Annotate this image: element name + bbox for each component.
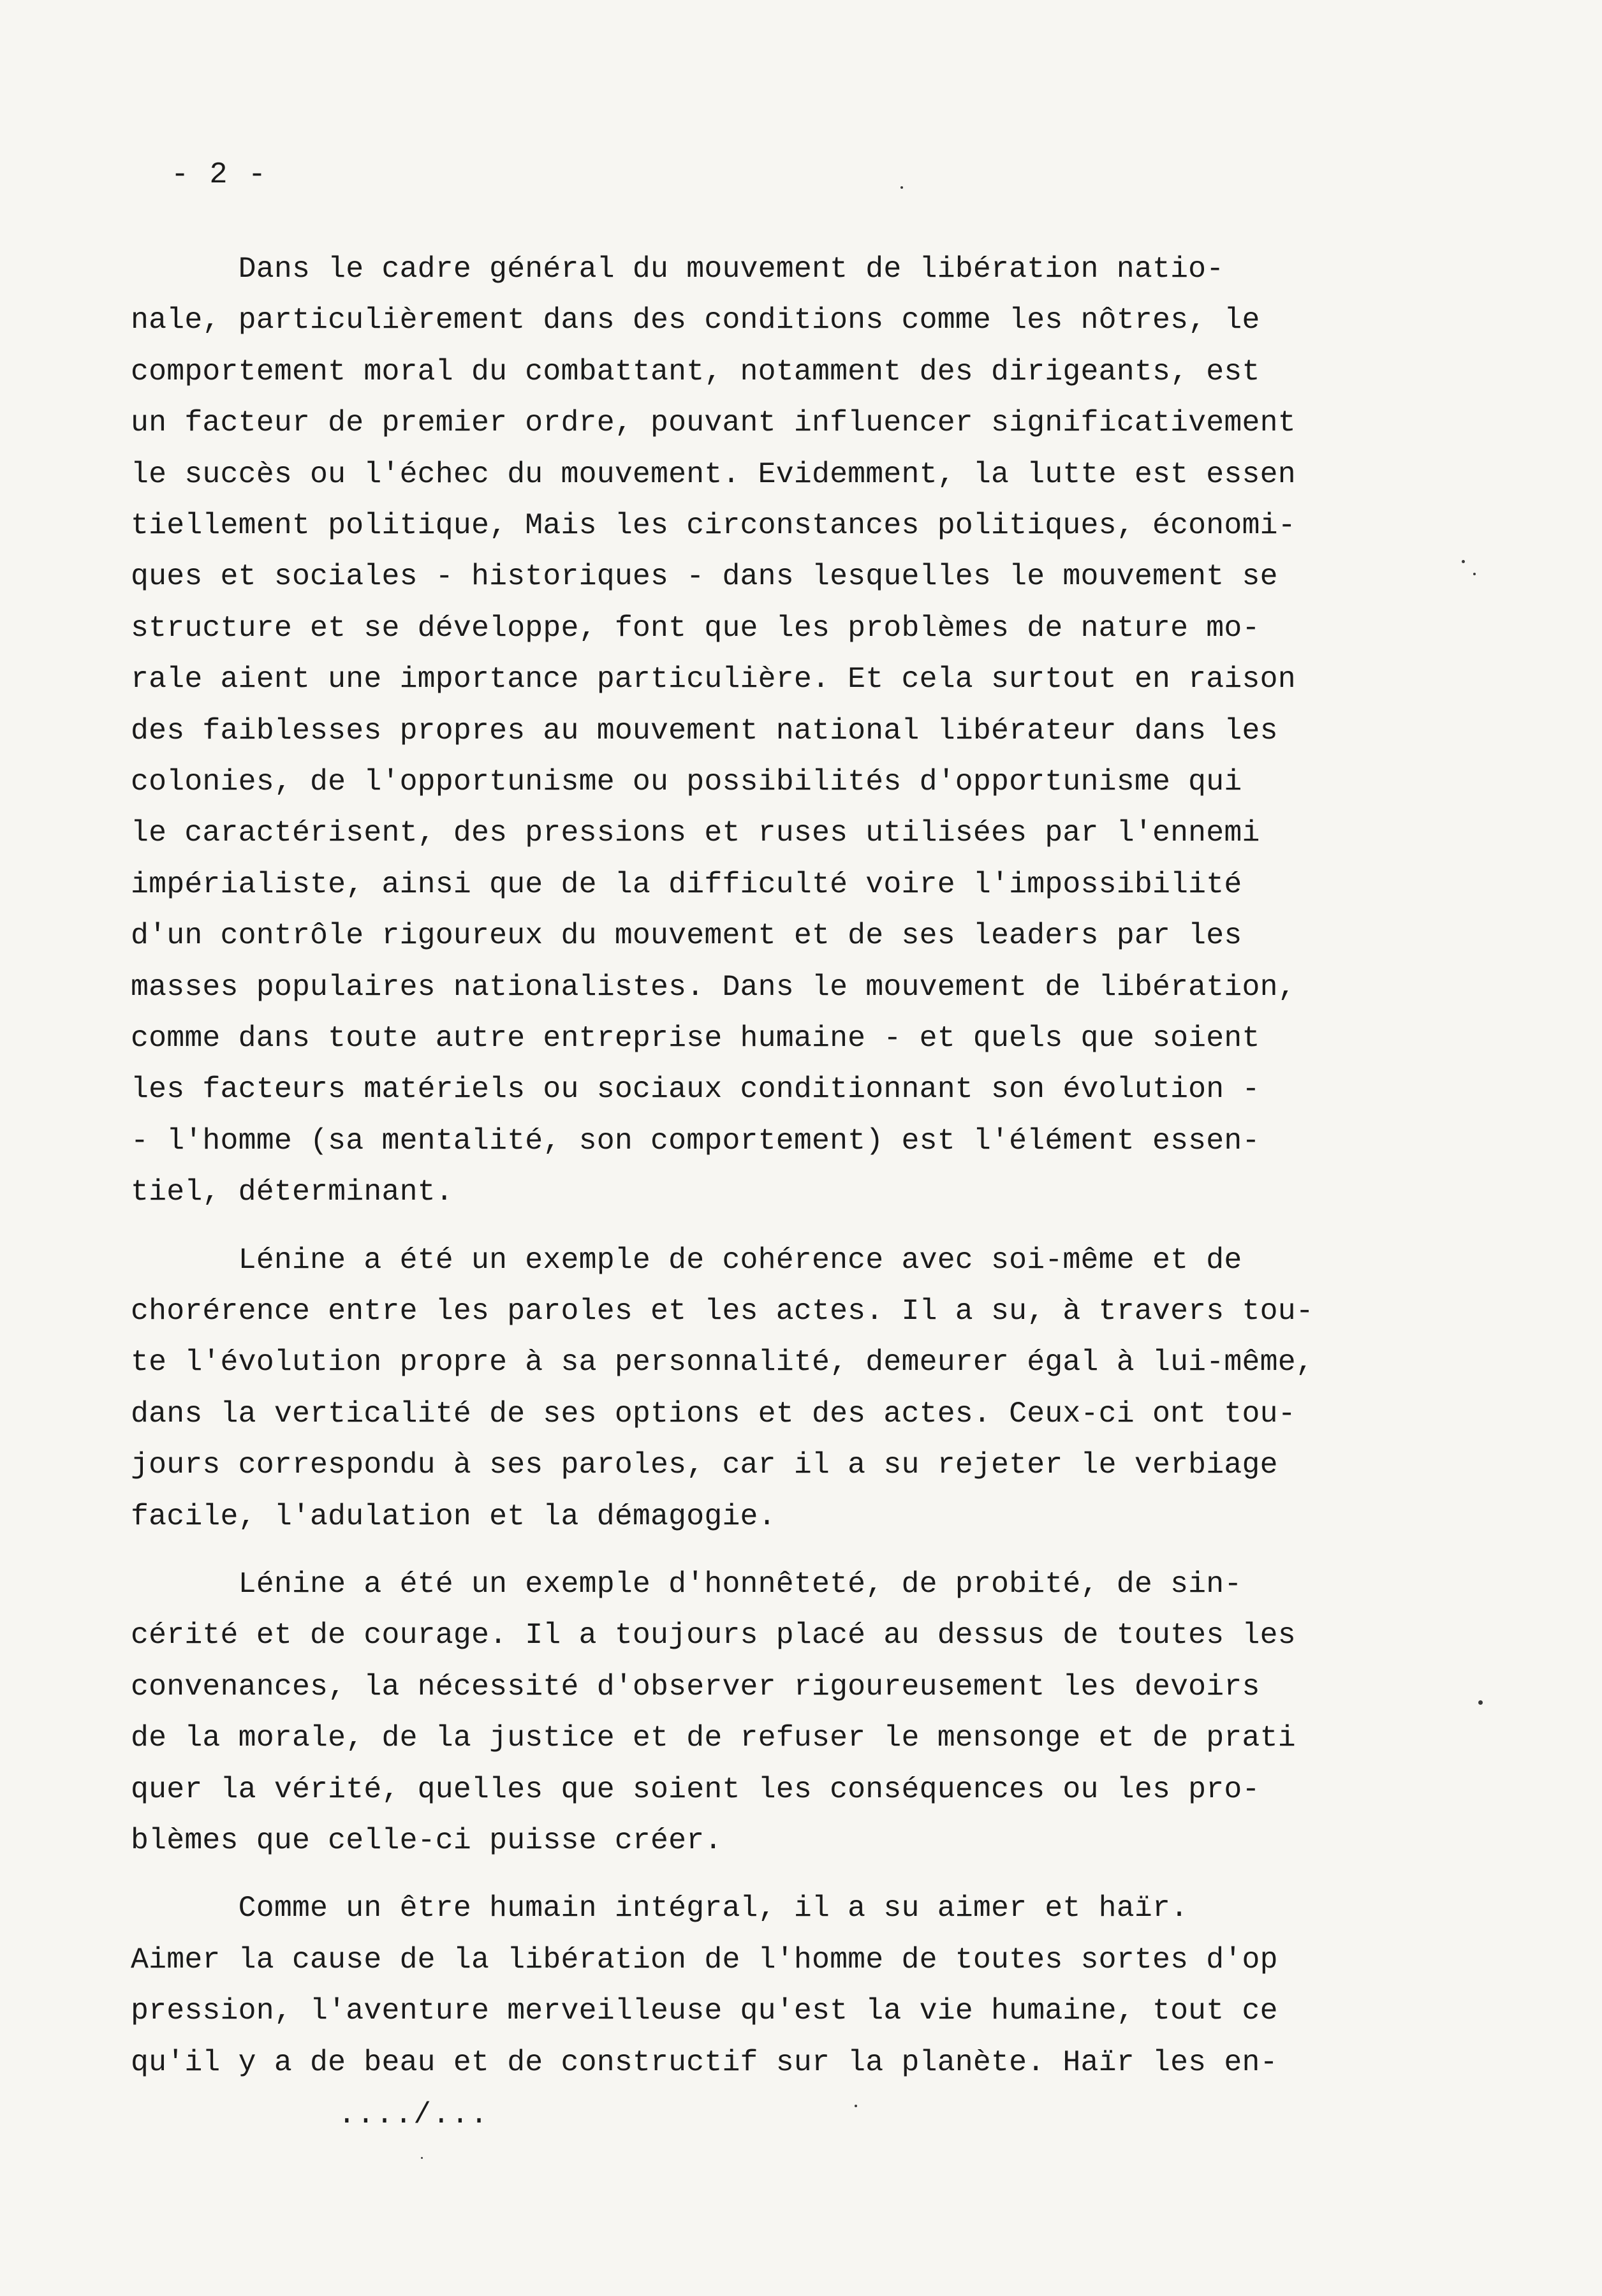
text-line: quer la vérité, quelles que soient les conséquences ou les pro- [131,1772,1260,1806]
text-line: masses populaires nationalistes. Dans le mouvement de libération, [131,970,1296,1004]
text-line: facile, l'adulation et la démagogie. [131,1499,776,1533]
text-line: le succès ou l'échec du mouvement. Evidemment, la lutte est essen [131,457,1296,491]
text-line: le caractérisent, des pressions et ruses utilisées par l'ennemi [131,816,1260,850]
scan-speck [1478,1700,1483,1705]
text-line: blèmes que celle-ci puisse créer. [131,1823,723,1857]
text-line: pression, l'aventure merveilleuse qu'est la vie humaine, tout ce [131,1994,1278,2027]
text-line: d'un contrôle rigoureux du mouvement et de ses leaders par les [131,918,1242,952]
text-line: Lénine a été un exemple de cohérence avec soi-même et de [131,1243,1242,1277]
text-line: nale, particulièrement dans des conditions comme les nôtres, le [131,303,1260,337]
text-line: les facteurs matériels ou sociaux conditionnant son évolution - [131,1072,1260,1106]
scan-speck [900,186,903,189]
text-line: colonies, de l'opportunisme ou possibilités d'opportunisme qui [131,765,1242,798]
text-line: Comme un être humain intégral, il a su aimer et haïr. [131,1891,1189,1925]
text-line: Dans le cadre général du mouvement de libération natio- [131,252,1224,286]
scan-speck [1462,560,1465,563]
text-line: structure et se développe, font que les problèmes de nature mo- [131,611,1260,645]
text-line: rale aient une importance particulière. Et cela surtout en raison [131,662,1296,696]
text-line: convenances, la nécessité d'observer rigoureusement les devoirs [131,1670,1260,1704]
text-line: dans la verticalité de ses options et des actes. Ceux-ci ont tou- [131,1397,1296,1431]
text-line: Aimer la cause de la libération de l'homme de toutes sortes d'op [131,1943,1278,1976]
text-line: tiel, déterminant. [131,1175,453,1209]
text-line: - l'homme (sa mentalité, son comportement) est l'élément essen- [131,1124,1260,1158]
text-line: jours correspondu à ses paroles, car il a su rejeter le verbiage [131,1448,1278,1482]
continuation-mark: ..../... [338,2098,489,2131]
text-line: cérité et de courage. Il a toujours placé au dessus de toutes les [131,1618,1296,1652]
text-line: chorérence entre les paroles et les actes. Il a su, à travers tou- [131,1294,1314,1328]
text-line: impérialiste, ainsi que de la difficulté voire l'impossibilité [131,867,1242,901]
text-line: de la morale, de la justice et de refuser le mensonge et de prati [131,1721,1296,1755]
text-line: tiellement politique, Mais les circonstances politiques, économi- [131,508,1296,542]
page-number: - 2 - [171,158,268,192]
text-line: des faiblesses propres au mouvement national libérateur dans les [131,714,1278,747]
scan-speck [855,2105,857,2107]
text-line: qu'il y a de beau et de constructif sur la planète. Haïr les en- [131,2045,1278,2079]
text-line: Lénine a été un exemple d'honnêteté, de probité, de sin- [131,1567,1242,1601]
scan-speck [421,2157,423,2159]
text-line: ques et sociales - historiques - dans lesquelles le mouvement se [131,559,1278,593]
text-line: te l'évolution propre à sa personnalité, demeurer égal à lui-même, [131,1345,1314,1379]
scan-speck [1473,573,1476,575]
text-line: comme dans toute autre entreprise humaine - et quels que soient [131,1021,1260,1055]
text-line: comportement moral du combattant, notamment des dirigeants, est [131,355,1260,388]
text-line: un facteur de premier ordre, pouvant influencer significativement [131,406,1296,439]
